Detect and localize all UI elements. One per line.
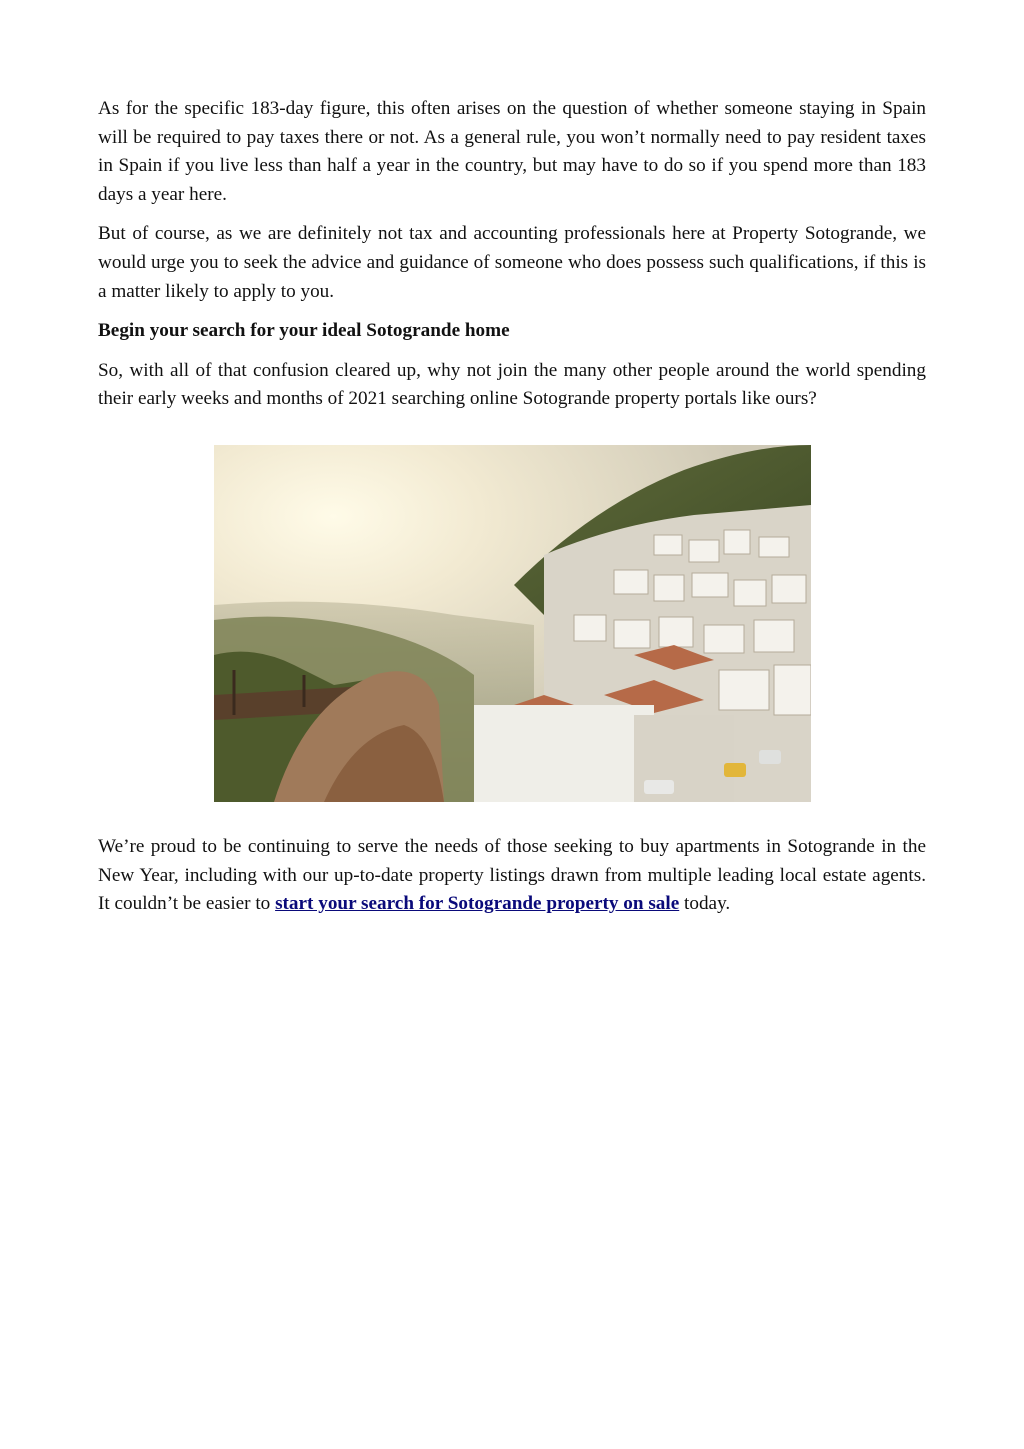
paragraph-183-day: As for the specific 183-day figure, this often arises on the question of whether someone staying in Spain will be required to pay taxes there or not. As a general rule, you won’t normally need to pay resident taxes in Spain if you live less than half a year in the country, but may have to do so if you spend more than 183 days a year here. [98, 98, 926, 205]
hillside-village-photo [214, 445, 811, 802]
property-search-link[interactable]: start your search for Sotogrande property on sale [275, 893, 680, 915]
document-page [98, 95, 926, 930]
cta-text-before: We’re proud to be continuing to serve the needs of those seeking to buy apartments in Sotogrande in the New Year, including with our up-to-date property listings drawn from multiple leading local estate agents. It couldn’t be easier to [98, 835, 926, 915]
cta-text-after: today. [679, 893, 731, 915]
section-heading: Begin your search for your ideal Sotogrande home [98, 320, 510, 342]
paragraph-call-to-action [98, 833, 926, 919]
paragraph-advice: But of course, as we are definitely not tax and accounting professionals here at Property Sotogrande, we would urge you to seek the advice and guidance of someone who does possess such qualifications, if this is a matter likely to apply to you. [98, 223, 926, 302]
paragraph-search: So, with all of that confusion cleared up, why not join the many other people around the world spending their early weeks and months of 2021 searching online Sotogrande property portals like ours? [98, 359, 926, 410]
